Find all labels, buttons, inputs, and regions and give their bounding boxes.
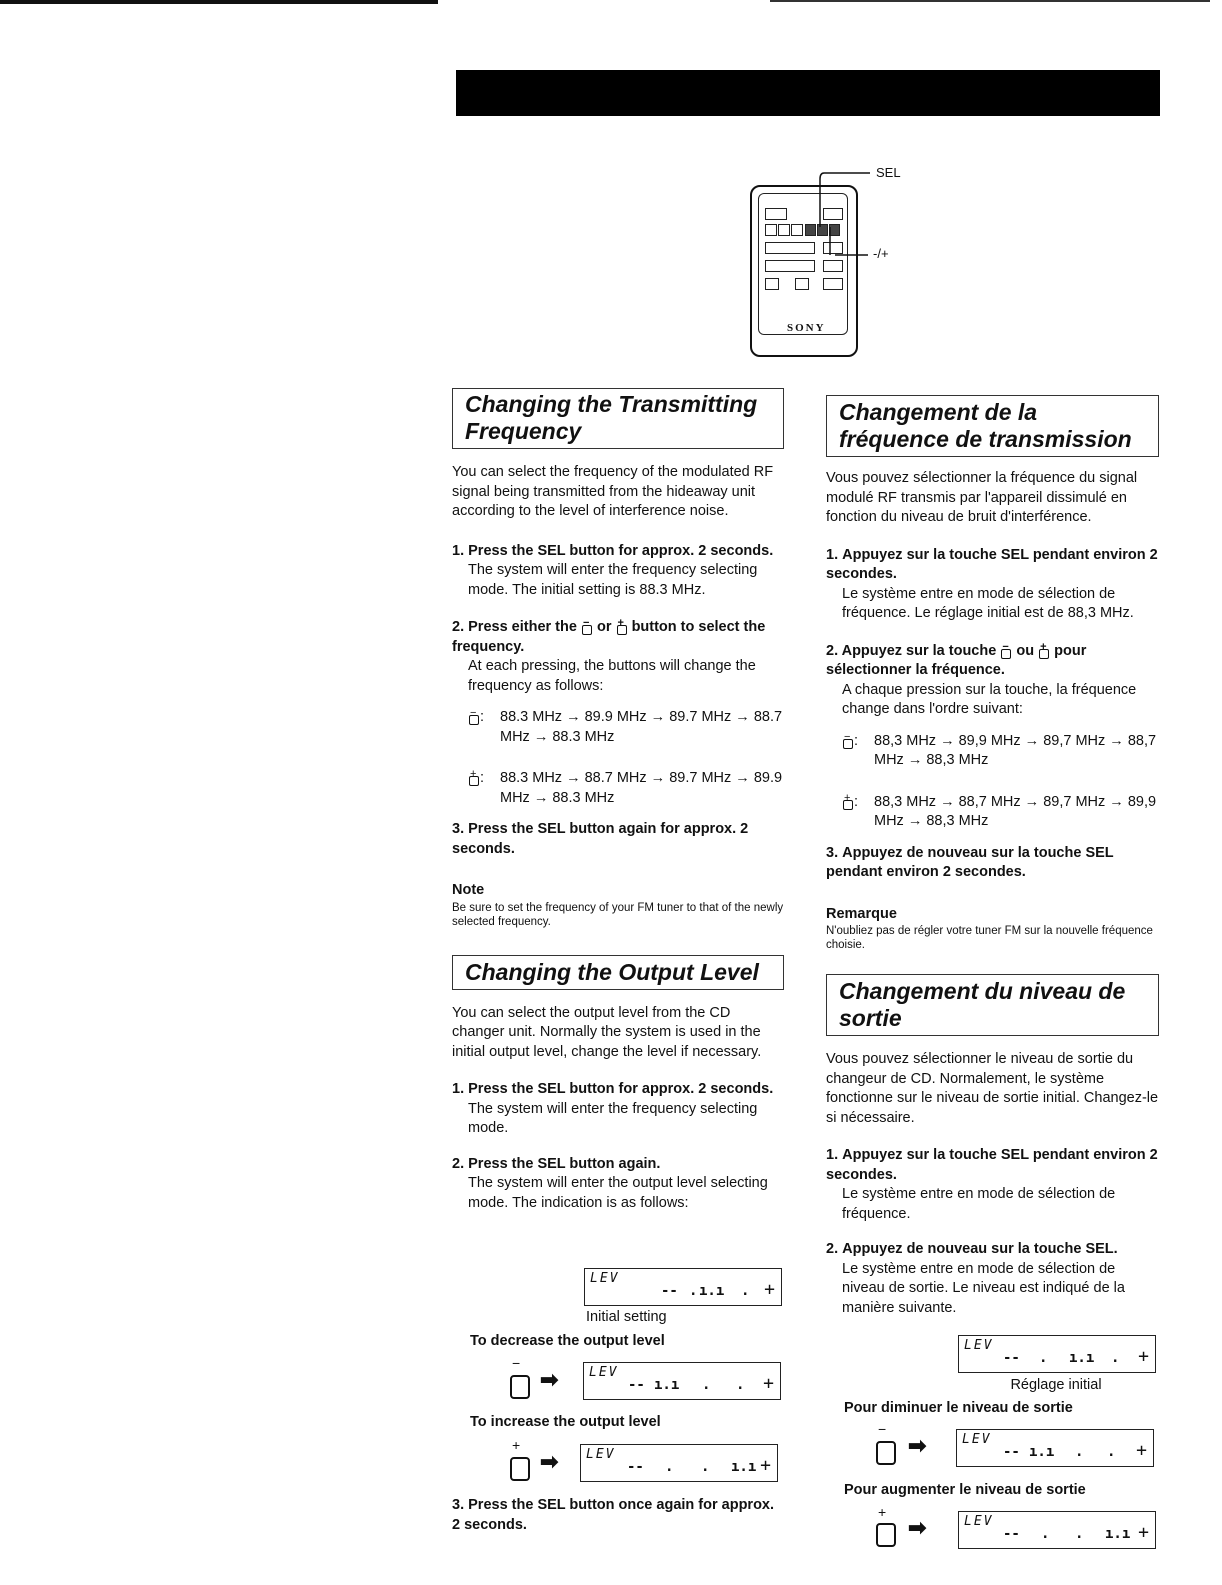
level-step-1 (452, 1080, 784, 1139)
arrow-icon: ➡ (540, 1367, 559, 1392)
lcd-mark: -- (1003, 1526, 1020, 1542)
increase-heading: To increase the output level (470, 1414, 661, 1430)
minus-sign: − (512, 1355, 521, 1371)
step-heading: Appuyez sur la touche SEL pendant environ 2 secondes. (826, 546, 1158, 582)
step-number: 1. (452, 542, 465, 559)
freq-section-title (452, 388, 784, 449)
freq-step-2 (452, 618, 784, 808)
lcd-mark: . (689, 1283, 698, 1299)
plus-button-icon: + (616, 620, 628, 634)
freq-title-line2: fréquence de transmission (839, 426, 1132, 452)
step-number: 2. (826, 642, 839, 659)
lcd-lev-text: LEV (586, 1447, 616, 1462)
lcd-lev-text: LEV (962, 1432, 992, 1447)
lcd-decrease-en (583, 1362, 781, 1400)
minus-button-icon: − : (470, 707, 485, 725)
remote-brand-logo: SONY (787, 322, 826, 334)
level-section-title: Changing the Output Level (452, 955, 784, 990)
freq-title-line1: Changement de la (839, 399, 1038, 425)
sel-callout-label: SEL (876, 165, 901, 180)
minus-button-icon: − (1000, 644, 1012, 658)
lcd-plus: + (764, 1279, 775, 1300)
lcd-plus: + (1138, 1522, 1149, 1543)
step-body: Le système entre en mode de sélection de fréquence. (842, 1186, 1116, 1222)
step-heading: Press the SEL button again for approx. 2 seconds. (452, 821, 749, 857)
step-heading: Press the SEL button again. (468, 1155, 661, 1172)
lcd-mark: -- (1003, 1350, 1020, 1366)
initial-setting-caption-fr: Réglage initial (1010, 1377, 1102, 1393)
note-heading: Note (452, 882, 485, 898)
arrow-icon: ➡ (540, 1449, 559, 1474)
lcd-mark: ı.ı (1105, 1526, 1131, 1542)
step-body: Le système entre en mode de sélection de fréquence. Le réglage initial est de 88,3 MHz. (842, 585, 1134, 621)
level-step-1-fr (826, 1146, 1159, 1224)
lcd-mark: ı.ı (699, 1283, 725, 1299)
lcd-lev-text: LEV (964, 1514, 994, 1529)
lcd-plus: + (1136, 1440, 1147, 1461)
plus-sign: + (512, 1437, 521, 1453)
remote-callout-lines (800, 165, 920, 265)
step-number: 1. (452, 1081, 465, 1097)
step-body: At each pressing, the buttons will change the frequency as follows: (468, 658, 756, 694)
plus-button-icon: + (1038, 644, 1050, 658)
step-heading-or: ou (1016, 642, 1035, 659)
lcd-mark: -- (628, 1377, 645, 1393)
lcd-mark: ı.ı (1069, 1350, 1095, 1366)
freq-step-2-fr (826, 642, 1159, 832)
plus-sequence-text: 88.3 MHz → 88.7 MHz → 89.7 MHz → 89.9 MHz → 88.3 MHz (500, 770, 783, 806)
minus-sequence-text: 88.3 MHz → 89.9 MHz → 89.7 MHz → 88.7 MHz → 88.3 MHz (500, 709, 783, 745)
note-text-fr: N'oubliez pas de régler votre tuner FM sur la nouvelle fréquence choisie. (826, 925, 1153, 951)
step-number: 2. (452, 619, 465, 635)
freq-step-1-fr (826, 546, 1159, 624)
lcd-mark: -- (661, 1283, 678, 1299)
lcd-decrease-fr (956, 1429, 1154, 1467)
level-title-line2: sortie (839, 1005, 902, 1031)
minus-button-icon (876, 1441, 896, 1465)
level-step-3 (452, 1496, 784, 1535)
note-text: Be sure to set the frequency of your FM tuner to that of the newly selected frequency. (452, 901, 784, 928)
lcd-initial-fr (958, 1335, 1156, 1393)
lcd-mark: . (702, 1377, 711, 1393)
level-section-title-fr (826, 974, 1159, 1036)
freq-title-line2: Frequency (465, 418, 582, 444)
step-heading-a: Appuyez sur la touche (841, 642, 997, 659)
lcd-display (580, 1444, 778, 1482)
increase-heading-fr: Pour augmenter le niveau de sortie (844, 1482, 1086, 1498)
decrease-heading-fr: Pour diminuer le niveau de sortie (844, 1400, 1073, 1416)
level-intro-fr: Vous pouvez sélectionner le niveau de sortie du changeur de CD. Normalement, le système fonctionne sur le niveau de sortie initial. Changez-le si nécessaire. (826, 1051, 1159, 1126)
step-heading: Appuyez de nouveau sur la touche SEL. (842, 1241, 1118, 1257)
lcd-mark: . (736, 1377, 745, 1393)
arrow-icon: ➡ (908, 1433, 927, 1458)
top-rule-right (770, 0, 1210, 2)
lcd-mark: . (1107, 1444, 1116, 1460)
plus-sequence-text: 88,3 MHz → 88,7 MHz → 89,7 MHz → 89,9 MHz → 88,3 MHz (874, 793, 1157, 829)
lcd-lev-text: LEV (590, 1271, 620, 1286)
minus-button-icon: − (581, 620, 593, 634)
lcd-mark: ı.ı (1029, 1444, 1055, 1460)
step-heading-or: or (597, 619, 612, 635)
initial-setting-caption: Initial setting (586, 1309, 667, 1325)
step-number: 3. (826, 844, 839, 861)
lcd-mark: . (1041, 1526, 1050, 1542)
level-step-2-fr (826, 1240, 1159, 1318)
plus-sign: + (878, 1504, 887, 1520)
freq-intro-fr: Vous pouvez sélectionner la fréquence du signal modulé RF transmis par l'appareil dissimulé en fonction du niveau de bruit d'interférence. (826, 470, 1138, 525)
note-heading-fr: Remarque (826, 905, 897, 922)
step-heading: Press the SEL button for approx. 2 seconds. (468, 1081, 774, 1097)
lcd-mark: . (1075, 1526, 1084, 1542)
remote-key (765, 224, 777, 236)
step-body: Le système entre en mode de sélection de niveau de sortie. Le niveau est indiqué de la manière suivante. (842, 1260, 1125, 1316)
lcd-display (958, 1335, 1156, 1373)
plus-sequence-fr (842, 793, 1159, 832)
level-step-2 (452, 1155, 784, 1214)
remote-disc-minus-key (765, 278, 779, 290)
step-heading: Appuyez de nouveau sur la touche SEL pendant environ 2 secondes. (826, 844, 1114, 880)
step-number: 1. (826, 1147, 839, 1163)
lcd-mark: -- (627, 1459, 644, 1475)
lcd-display (584, 1268, 782, 1306)
step-number: 3. (452, 821, 465, 837)
arrow-icon: ➡ (908, 1515, 927, 1540)
english-column (452, 388, 784, 1213)
level-intro: You can select the output level from the CD changer unit. Normally the system is used in the initial output level, change the level if necessary. (452, 1004, 762, 1060)
lcd-mark: . (1111, 1350, 1120, 1366)
lcd-mark: . (741, 1283, 750, 1299)
level-title-line1: Changement du niveau de (839, 978, 1126, 1004)
french-column (826, 395, 1159, 1318)
step-number: 1. (826, 546, 839, 563)
decrease-heading: To decrease the output level (470, 1333, 665, 1349)
freq-step-3-fr (826, 844, 1159, 883)
step-body: The system will enter the frequency selecting mode. The initial setting is 88.3 MHz. (468, 562, 758, 598)
lcd-plus: + (760, 1455, 771, 1476)
step-number: 3. (452, 1497, 465, 1513)
lcd-increase-en (580, 1444, 778, 1482)
minus-sign: − (878, 1421, 887, 1437)
freq-intro: You can select the frequency of the modulated RF signal being transmitted from the hideaway unit according to the level of interference noise. (452, 464, 774, 519)
freq-step-3 (452, 820, 784, 859)
lcd-mark: . (1039, 1350, 1048, 1366)
minus-sequence (468, 708, 784, 747)
step-heading: Press the SEL button once again for approx. 2 seconds. (452, 1497, 775, 1533)
top-rule-left (0, 0, 438, 4)
freq-title-line1: Changing the Transmitting (465, 391, 758, 417)
remote-disc-plus-key (795, 278, 809, 290)
step-heading-b: button to select the frequency. (452, 619, 766, 655)
minus-button-icon (510, 1375, 530, 1399)
freq-step-1 (452, 542, 784, 601)
header-bar (456, 70, 1160, 116)
lcd-initial-en (584, 1268, 782, 1325)
lcd-mark: ı.ı (731, 1459, 757, 1475)
lcd-lev-text: LEV (589, 1365, 619, 1380)
step-heading-b: pour sélectionner la fréquence. (826, 642, 1087, 678)
minus-plus-callout-label: -/+ (873, 246, 889, 261)
step-body: A chaque pression sur la touche, la fréquence change dans l'ordre suivant: (842, 681, 1137, 717)
step-heading-a: Press either the (468, 619, 577, 635)
lcd-display (958, 1511, 1156, 1549)
minus-sequence-text: 88,3 MHz → 89,9 MHz → 89,7 MHz → 88,7 MHz → 88,3 MHz (874, 732, 1157, 768)
lcd-plus: + (1138, 1346, 1149, 1367)
lcd-increase-fr (958, 1511, 1156, 1549)
lcd-mark: . (701, 1459, 710, 1475)
step-heading: Appuyez sur la touche SEL pendant environ 2 secondes. (826, 1147, 1158, 1183)
plus-sequence (468, 769, 784, 808)
remote-off-key (765, 208, 787, 220)
plus-button-icon (510, 1457, 530, 1481)
minus-button-icon: − : (844, 730, 859, 749)
plus-button-icon: + : (470, 768, 485, 786)
lcd-mark: . (1075, 1444, 1084, 1460)
lcd-lev-text: LEV (964, 1338, 994, 1353)
lcd-mark: . (665, 1459, 674, 1475)
lcd-display (956, 1429, 1154, 1467)
step-heading: Press the SEL button for approx. 2 seconds. (468, 542, 774, 559)
remote-shuf-key (823, 278, 843, 290)
step-number: 2. (452, 1155, 465, 1172)
lcd-mark: ı.ı (654, 1377, 680, 1393)
remote-key (778, 224, 790, 236)
step-number: 2. (826, 1241, 839, 1257)
freq-section-title-fr (826, 395, 1159, 457)
plus-button-icon (876, 1523, 896, 1547)
step-body: The system will enter the output level selecting mode. The indication is as follows: (468, 1175, 768, 1211)
lcd-plus: + (763, 1373, 774, 1394)
lcd-display (583, 1362, 781, 1400)
lcd-mark: -- (1003, 1444, 1020, 1460)
plus-button-icon: + : (844, 791, 859, 810)
minus-sequence-fr (842, 732, 1159, 771)
step-body: The system will enter the frequency selecting mode. (468, 1100, 758, 1136)
